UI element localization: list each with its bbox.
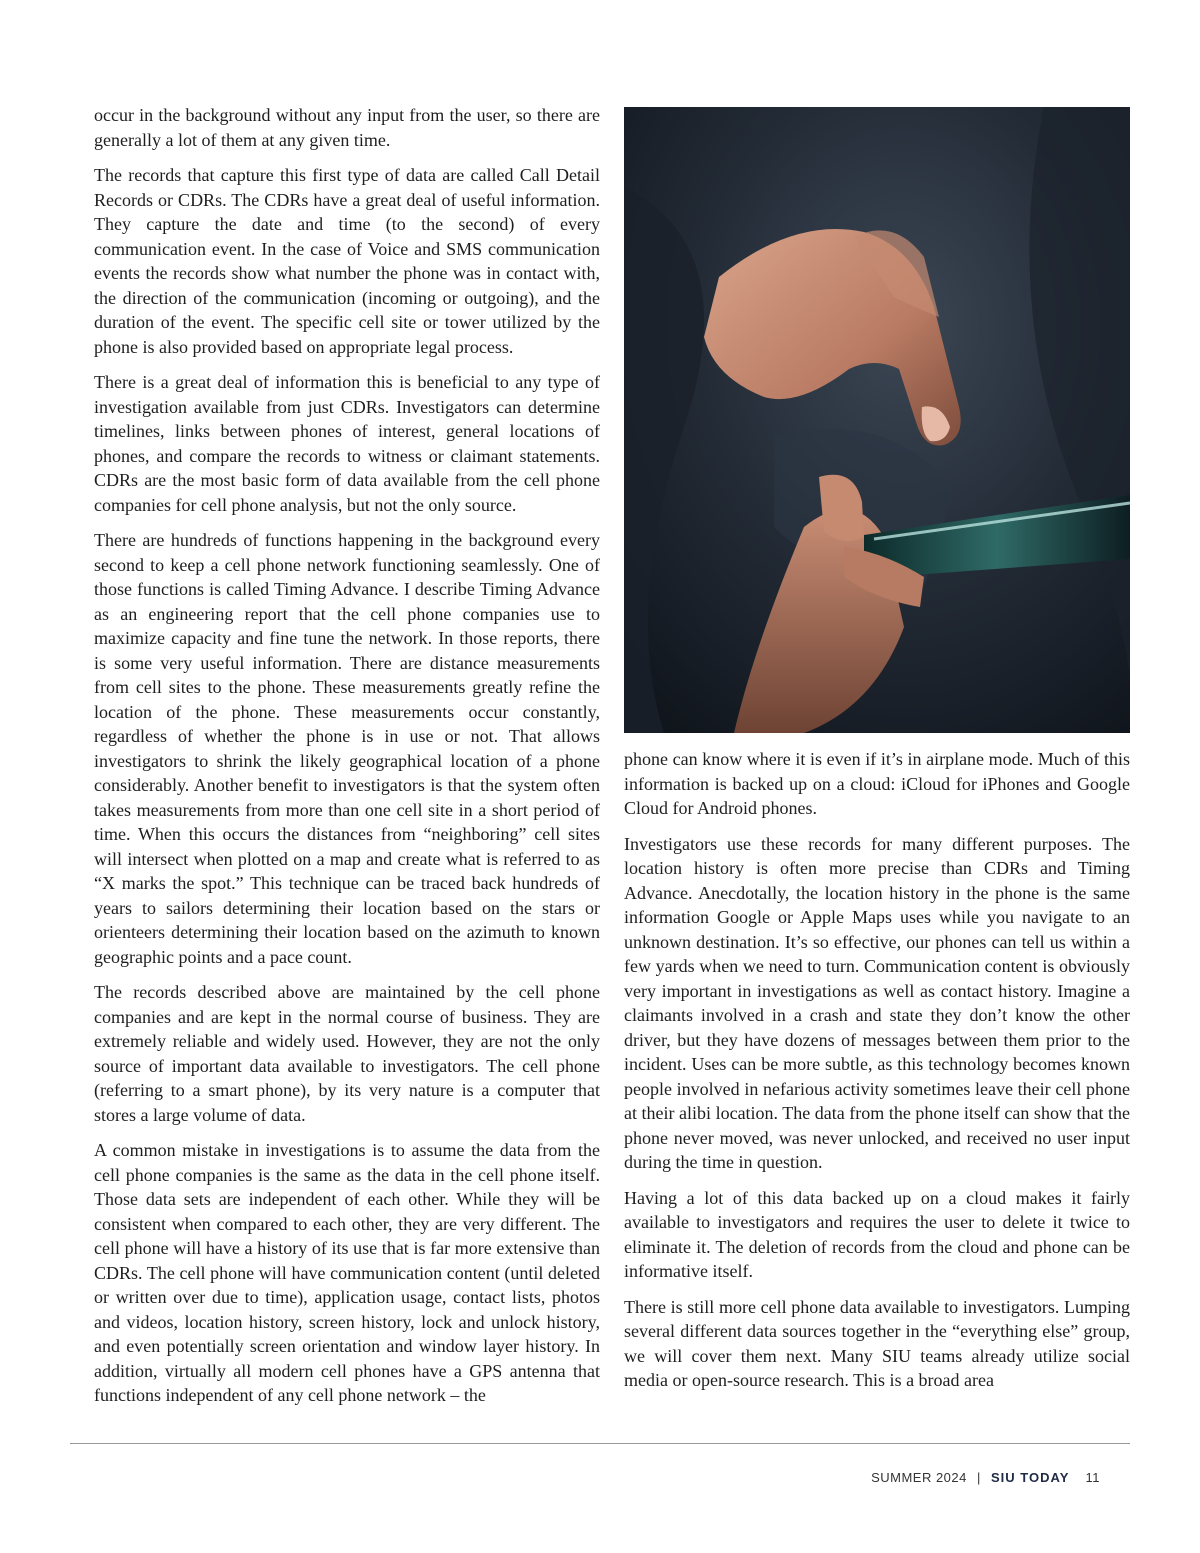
body-paragraph: occur in the background without any input from the user, so there are generally a lot of them at any given time. [94,105,600,150]
body-paragraph: The records described above are maintained by the cell phone companies and are kept in the normal course of business. They are extremely reliable and widely used. However, they are not the only source of important data available to investigators. The cell phone (referring to a smart phone), by its very nature is a computer that stores a large volume of data. [94,982,600,1125]
body-paragraph: There is still more cell phone data available to investigators. Lumping several different data sources together in the “everything else” group, we will cover them next. Many SIU teams already utilize social media or open-source research. This is a broad area [624,1296,1130,1390]
page-footer [871,1470,1100,1485]
article-left-column [94,103,600,1419]
body-paragraph: There are hundreds of functions happening in the background every second to keep a cell phone network functioning seamlessly. One of those functions is called Timing Advance. I describe Timing Advance as an engineering report that the cell phone companies use to maximize capacity and fine tune the network. In those reports, there is some very useful information. There are distance measurements from cell sites to the phone. These measurements greatly refine the location of the phone. These measurements occur constantly, regardless of whether the phone is in use or not. That allows investigators to shrink the likely geographical location of a phone considerably. Another benefit to investigators is that the system often takes measurements from more than one cell site in a short period of time. When this occurs the distances from “neighboring” cell sites will intersect when plotted on a map and create what is referred to as “X marks the spot.” This technique can be traced back hundreds of years to sailors determining their location based on the stars or orienteers determining their location based on the azimuth to known geographic points and a pace count. [94,530,600,967]
footer-divider [70,1443,1130,1444]
body-paragraph: A common mistake in investigations is to assume the data from the cell phone companies is the same as the data in the cell phone itself. Those data sets are independent of each other. While they will be consistent when compared to each other, they are very different. The cell phone will have a history of its use that is far more extensive than CDRs. The cell phone will have communication content (until deleted or written over due to time), application usage, contact lists, photos and videos, location history, screen history, lock and unlock history, and even potentially screen orientation and window layer history. In addition, virtually all modern cell phones have a GPS antenna that functions independent of any cell phone network – the [94,1140,600,1405]
body-paragraph: Having a lot of this data backed up on a cloud makes it fairly available to investigators and requires the user to delete it twice to eliminate it. The deletion of records from the cloud and phone can be informative itself. [624,1187,1130,1281]
hands-holding-smartphone-photo [624,107,1130,733]
article-right-column [624,747,1130,1404]
body-paragraph: There is a great deal of information this is beneficial to any type of investigation available from just CDRs. Investigators can determine timelines, links between phones of interest, general locations of phones, and compare the records to witness or claimant statements. CDRs are the most basic form of data available from the cell phone companies for cell phone analysis, but not the only source. [94,372,600,515]
footer-separator: | [977,1470,981,1485]
body-paragraph: Investigators use these records for many different purposes. The location history is often more precise than CDRs and Timing Advance. Anecdotally, the location history in the phone is the same information Google or Apple Maps uses while you navigate to an unknown destination. It’s so effective, our phones can tell us within a few yards when we need to turn. Communication content is obviously very important in investigations as well as contact history. Imagine a claimants involved in a crash and state they don’t know the other driver, but they have dozens of messages between them prior to the incident. Uses can be more subtle, as this technology becomes known people involved in nefarious activity sometimes leave their cell phone at their alibi location. The data from the phone itself can show that the phone never moved, was never unlocked, and received no user input during the time in question. [624,833,1130,1172]
page-number: 11 [1085,1470,1100,1485]
body-paragraph: phone can know where it is even if it’s in airplane mode. Much of this information is backed up on a cloud: iCloud for iPhones and Google Cloud for Android phones. [624,749,1130,818]
publication-name: SIU TODAY [991,1470,1070,1485]
issue-date: SUMMER 2024 [871,1470,967,1485]
body-paragraph: The records that capture this first type of data are called Call Detail Records or CDRs. The CDRs have a great deal of useful information. They capture the date and time (to the second) of every communication event. In the case of Voice and SMS communication events the records show what number the phone was in contact with, the direction of the communication (incoming or outgoing), and the duration of the event. The specific cell site or tower utilized by the phone is also provided based on appropriate legal process. [94,165,600,357]
